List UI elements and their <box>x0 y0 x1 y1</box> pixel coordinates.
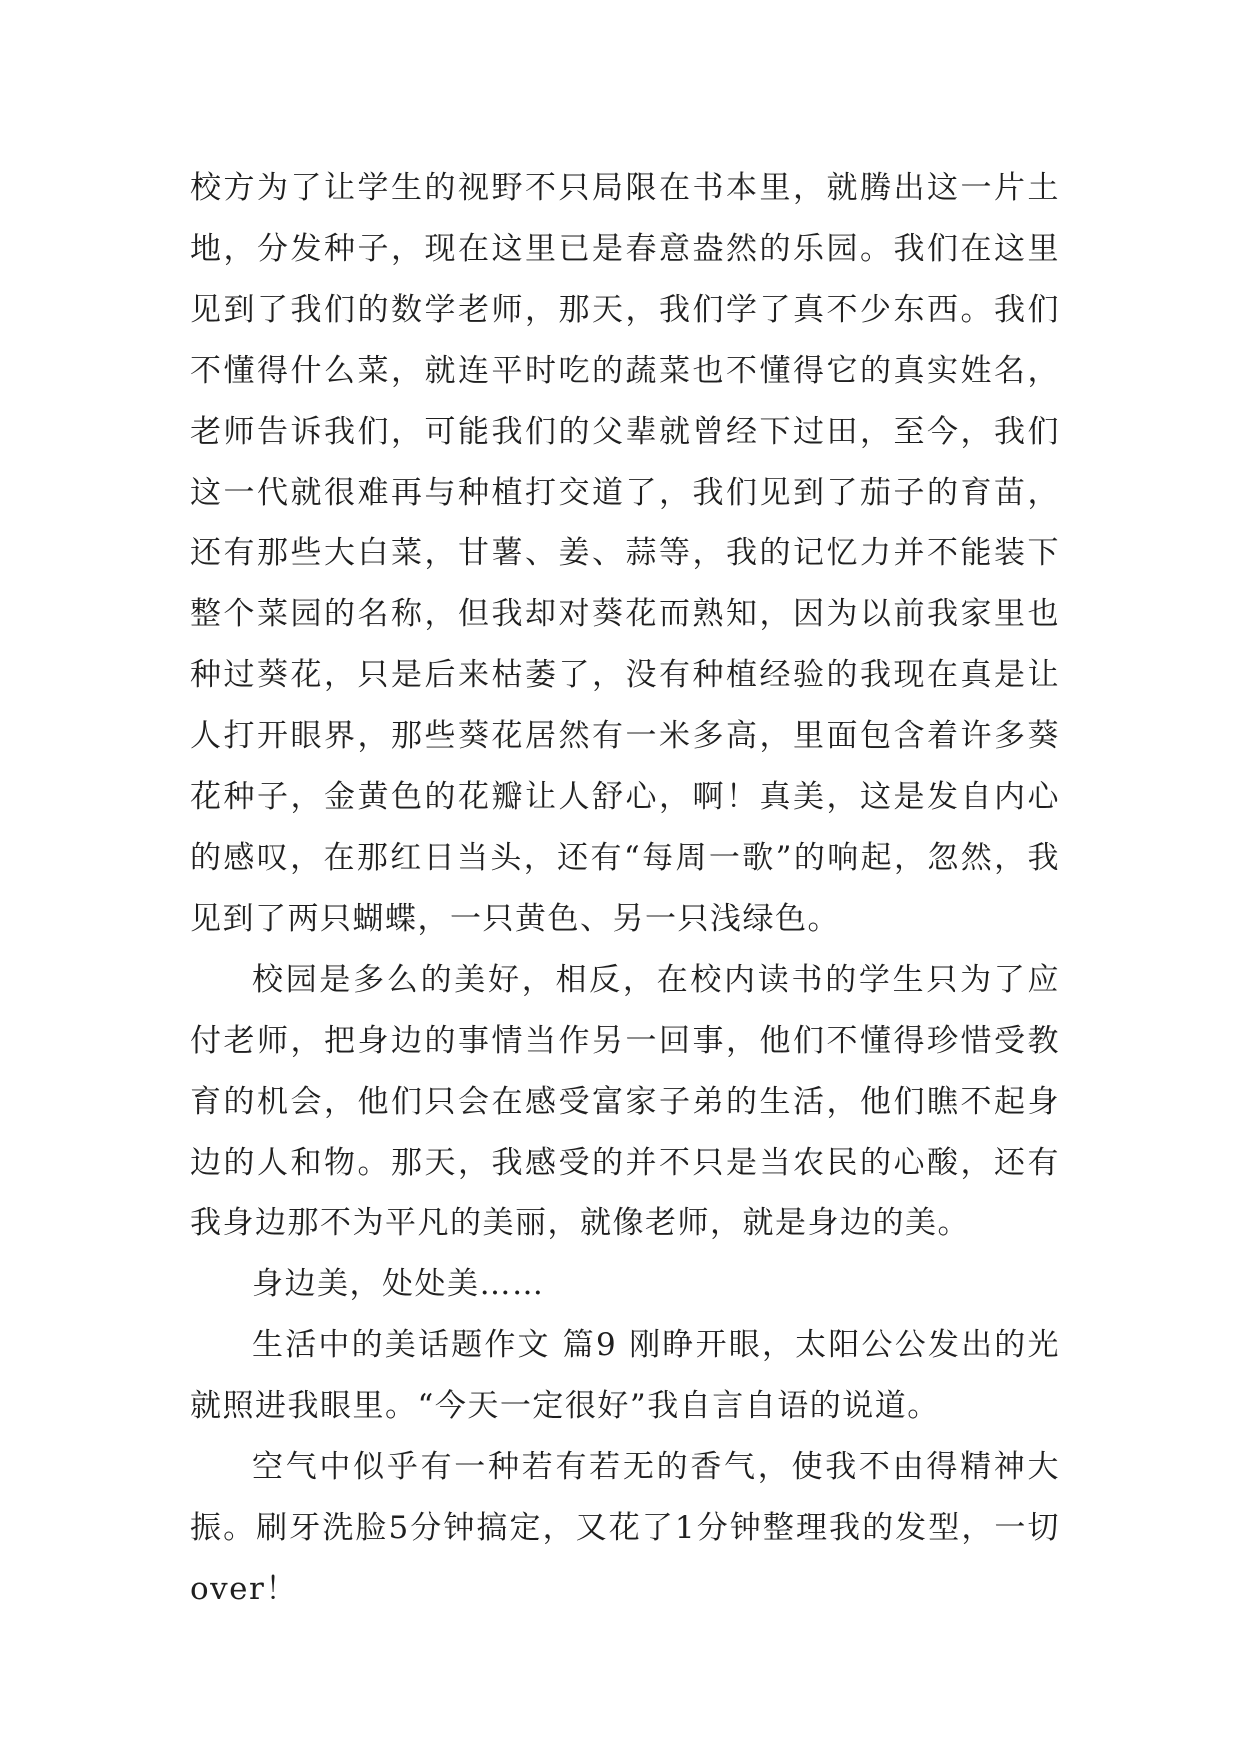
paragraph-1: 校方为了让学生的视野不只局限在书本里，就腾出这一片土地，分发种子，现在这里已是春意盎然的乐园。我们在这里见到了我们的数学老师，那天，我们学了真不少东西。我们不懂得什么菜，就连平时吃的蔬菜也不懂得它的真实姓名，老师告诉我们，可能我们的父辈就曾经下过田，至今，我们这一代就很难再与种植打交道了，我们见到了茄子的育苗，还有那些大白菜，甘薯、姜、蒜等，我的记忆力并不能装下整个菜园的名称，但我却对葵花而熟知，因为以前我家里也种过葵花，只是后来枯萎了，没有种植经验的我现在真是让人打开眼界，那些葵花居然有一米多高，里面包含着许多葵花种子，金黄色的花瓣让人舒心，啊！真美，这是发自内心的感叹，在那红日当头，还有“每周一歌”的响起，忽然，我见到了两只蝴蝶，一只黄色、另一只浅绿色。 <box>190 170 1060 937</box>
paragraph-4: 生活中的美话题作文 篇9 刚睁开眼，太阳公公发出的光就照进我眼里。“今天一定很好”我自言自语的说道。 <box>190 1327 1060 1425</box>
document-page <box>190 158 1060 1620</box>
paragraph-3: 身边美，处处美…… <box>252 1266 545 1303</box>
paragraph-5: 空气中似乎有一种若有若无的香气，使我不由得精神大振。刷牙洗脸5分钟搞定，又花了1分钟整理我的发型，一切over！ <box>190 1449 1060 1607</box>
paragraph-2: 校园是多么的美好，相反，在校内读书的学生只为了应付老师，把身边的事情当作另一回事，他们不懂得珍惜受教育的机会，他们只会在感受富家子弟的生活，他们瞧不起身边的人和物。那天，我感受的并不只是当农民的心酸，还有我身边那不为平凡的美丽，就像老师，就是身边的美。 <box>190 961 1060 1242</box>
